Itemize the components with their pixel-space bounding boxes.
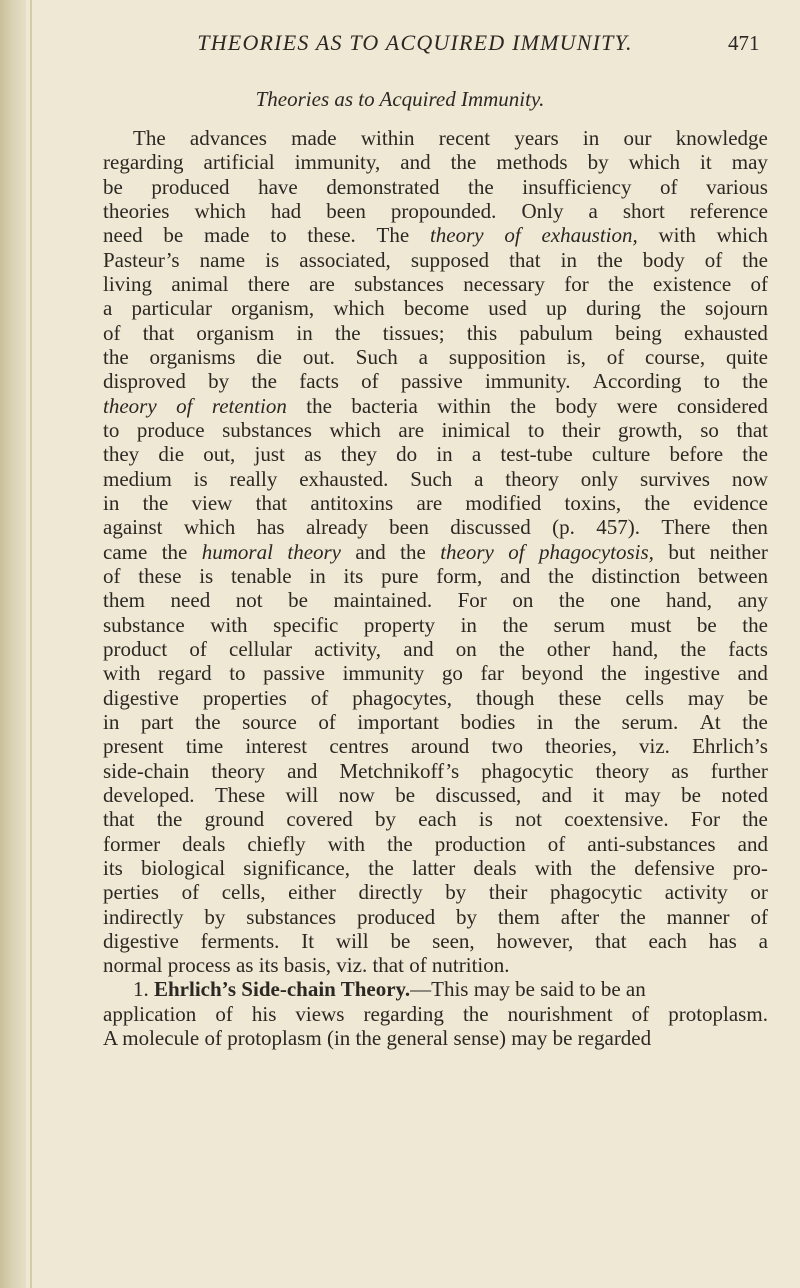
- paragraph-1-line: be produced have demonstrated the insufficiency of various: [103, 174, 768, 199]
- paragraph-1-line: they die out, just as they do in a test-tube culture before the: [103, 442, 768, 467]
- paragraph-1-line: developed. These will now be discussed, and it may be noted: [103, 782, 768, 807]
- paragraph-1-line: substance with specific property in the serum must be the: [103, 612, 768, 637]
- paragraph-1-line: of these is tenable in its pure form, and the distinction between: [103, 563, 768, 588]
- item-heading-continuation: —This may be said to be an: [410, 977, 646, 1002]
- paragraph-1-line: former deals chiefly with the production of anti-substances and: [103, 831, 768, 856]
- paragraph-1-line: in the view that antitoxins are modified toxins, the evidence: [103, 490, 768, 515]
- paragraph-1-line: living animal there are substances necessary for the existence of: [103, 271, 768, 296]
- paragraph-1-line: perties of cells, either directly by their phagocytic activity or: [103, 880, 768, 905]
- paragraph-1: [103, 126, 768, 977]
- item-number: 1.: [133, 977, 149, 1002]
- paragraph-1-line: them need not be maintained. For on the one hand, any: [103, 588, 768, 613]
- paragraph-1-line: side-chain theory and Metchnikoff’s phagocytic theory as further: [103, 758, 768, 783]
- paragraph-1-line: digestive properties of phagocytes, though these cells may be: [103, 685, 768, 710]
- paragraph-1-line: the organisms die out. Such a supposition is, of course, quite: [103, 344, 768, 369]
- section-title: Theories as to Acquired Immunity.: [255, 87, 545, 111]
- paragraph-1-line: in part the source of important bodies in the serum. At the: [103, 709, 768, 734]
- paragraph-1-line: regarding artificial immunity, and the methods by which it may: [103, 150, 768, 175]
- paragraph-1-line: Pasteur’s name is associated, supposed that in the body of the: [103, 247, 768, 272]
- paragraph-1-line: its biological significance, the latter deals with the defensive pro-: [103, 855, 768, 880]
- paragraph-1-line: that the ground covered by each is not coextensive. For the: [103, 807, 768, 832]
- paragraph-1-line: The advances made within recent years in our knowledge: [133, 126, 768, 150]
- paragraph-1-line: theories which had been propounded. Only a short reference: [103, 198, 768, 223]
- paragraph-1-line: disproved by the facts of passive immunity. According to the: [103, 369, 768, 394]
- paragraph-2-line: application of his views regarding the nourishment of protoplasm.: [103, 1001, 768, 1026]
- paragraph-1-line: need be made to these. The theory of exhaustion, with which: [103, 223, 768, 248]
- paragraph-2-line: A molecule of protoplasm (in the general sense) may be regarded: [103, 1026, 652, 1051]
- paragraph-2: [103, 977, 768, 1050]
- paragraph-1-line: theory of retention the bacteria within the body were considered: [103, 393, 768, 418]
- paragraph-1-line: of that organism in the tissues; this pabulum being exhausted: [103, 320, 768, 345]
- paragraph-1-line: medium is really exhausted. Such a theory only survives now: [103, 466, 768, 491]
- paragraph-1-line: product of cellular activity, and on the other hand, the facts: [103, 636, 768, 661]
- paragraph-1-line: to produce substances which are inimical to their growth, so that: [103, 417, 768, 442]
- page-number: 471: [728, 31, 760, 55]
- body-text: [103, 126, 768, 1050]
- paragraph-1-line: present time interest centres around two theories, viz. Ehrlich’s: [103, 734, 768, 759]
- paragraph-2-line: [103, 977, 768, 1001]
- item-heading: Ehrlich’s Side-chain Theory.: [154, 977, 411, 1002]
- paragraph-1-line: came the humoral theory and the theory of phagocytosis, but neither: [103, 539, 768, 564]
- paragraph-1-line: against which has already been discussed (p. 457). There then: [103, 515, 768, 540]
- paragraph-1-line: indirectly by substances produced by them after the manner of: [103, 904, 768, 929]
- paragraph-1-line: with regard to passive immunity go far beyond the ingestive and: [103, 661, 768, 686]
- paragraph-1-line: digestive ferments. It will be seen, however, that each has a: [103, 928, 768, 953]
- paragraph-1-line: normal process as its basis, viz. that of nutrition.: [103, 953, 510, 978]
- running-head: THEORIES AS TO ACQUIRED IMMUNITY.: [197, 30, 633, 55]
- paragraph-1-line: a particular organism, which become used up during the sojourn: [103, 296, 768, 321]
